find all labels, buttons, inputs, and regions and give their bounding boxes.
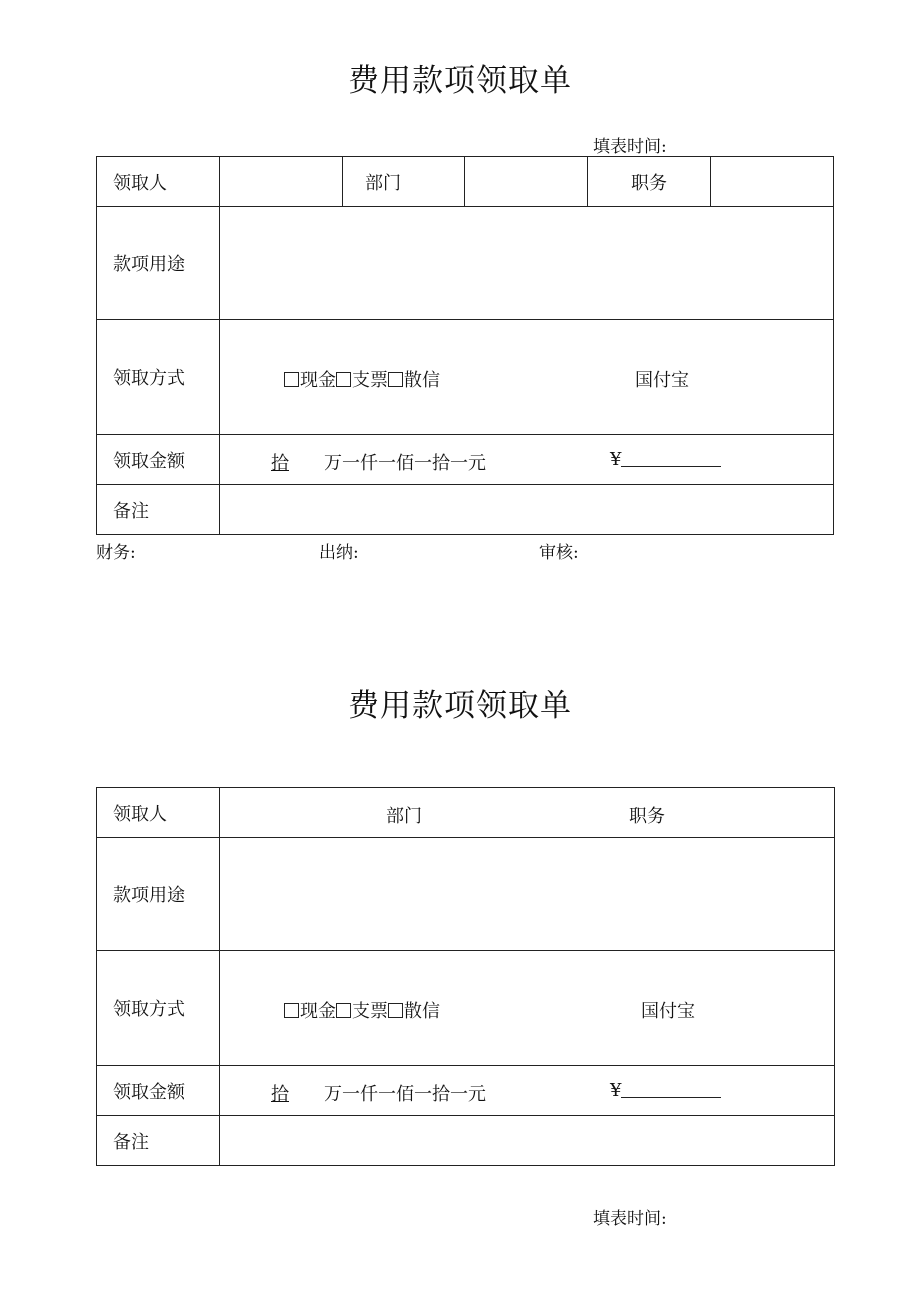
- form2-currency-symbol: ¥: [610, 1079, 622, 1101]
- form1-loose-checkbox[interactable]: [388, 372, 403, 387]
- form1-method-label: 领取方式: [97, 320, 220, 435]
- form1-review-signature: 审核:: [539, 543, 579, 563]
- form1-department-label: 部门: [343, 157, 465, 207]
- form1-currency-symbol: ¥: [610, 448, 622, 470]
- form1-recipient-field[interactable]: [220, 157, 343, 207]
- form2-remark-field[interactable]: [220, 1116, 835, 1166]
- form1-loose-label: 散信: [404, 370, 440, 391]
- form1-amount-ten-char: 拾: [271, 452, 289, 474]
- form2-header-fields[interactable]: [220, 788, 835, 838]
- form2-title: 费用款项领取单: [348, 688, 572, 724]
- form2-cheque-label: 支票: [352, 1001, 388, 1022]
- form2-alipay-label: 国付宝: [641, 1001, 695, 1022]
- form1-alipay-label: 国付宝: [635, 370, 689, 391]
- form2-table: [96, 787, 835, 1166]
- form2-fill-time-label: 填表时间:: [593, 1209, 667, 1229]
- form1-remark-field[interactable]: [220, 485, 834, 535]
- form1-position-label: 职务: [588, 157, 711, 207]
- form2-method-label: 领取方式: [97, 951, 220, 1066]
- form1-cash-label: 现金: [300, 370, 336, 391]
- form2-purpose-label: 款项用途: [97, 838, 220, 951]
- form2-amount-ten-char: 拾: [271, 1083, 289, 1105]
- form2-amount-units: 万一仟一佰一拾一元: [324, 1083, 486, 1105]
- form1-amount-label: 领取金额: [97, 435, 220, 485]
- form1-position-field[interactable]: [711, 157, 834, 207]
- form2-recipient-label: 领取人: [97, 788, 220, 838]
- form2-cash-checkbox[interactable]: [284, 1003, 299, 1018]
- form2-method-options: [220, 951, 835, 1066]
- form1-cheque-checkbox[interactable]: [336, 372, 351, 387]
- form2-cash-label: 现金: [300, 1001, 336, 1022]
- form1-amount-field: [220, 435, 834, 485]
- form1-amount-units: 万一仟一佰一拾一元: [324, 452, 486, 474]
- form1-fill-time-label: 填表时间:: [593, 137, 667, 157]
- form1-cashier-signature: 出纳:: [319, 543, 359, 563]
- form1-method-options: [220, 320, 834, 435]
- form2-remark-label: 备注: [97, 1116, 220, 1166]
- form2-amount-input[interactable]: [621, 1083, 721, 1098]
- form2-purpose-field[interactable]: [220, 838, 835, 951]
- form1-recipient-label: 领取人: [97, 157, 220, 207]
- form1-amount-input[interactable]: [621, 452, 721, 467]
- form2-department-label: 部门: [386, 805, 422, 827]
- form2-amount-label: 领取金额: [97, 1066, 220, 1116]
- form2-loose-checkbox[interactable]: [388, 1003, 403, 1018]
- form1-cash-checkbox[interactable]: [284, 372, 299, 387]
- form2-amount-field: [220, 1066, 835, 1116]
- form1-remark-label: 备注: [97, 485, 220, 535]
- form2-loose-label: 散信: [404, 1001, 440, 1022]
- form1-table: [96, 156, 834, 535]
- form1-department-field[interactable]: [465, 157, 588, 207]
- form1-purpose-label: 款项用途: [97, 207, 220, 320]
- form1-title: 费用款项领取单: [348, 63, 572, 99]
- form1-cheque-label: 支票: [352, 370, 388, 391]
- form2-cheque-checkbox[interactable]: [336, 1003, 351, 1018]
- form1-purpose-field[interactable]: [220, 207, 834, 320]
- form2-position-label: 职务: [629, 805, 665, 827]
- form1-finance-signature: 财务:: [96, 543, 136, 563]
